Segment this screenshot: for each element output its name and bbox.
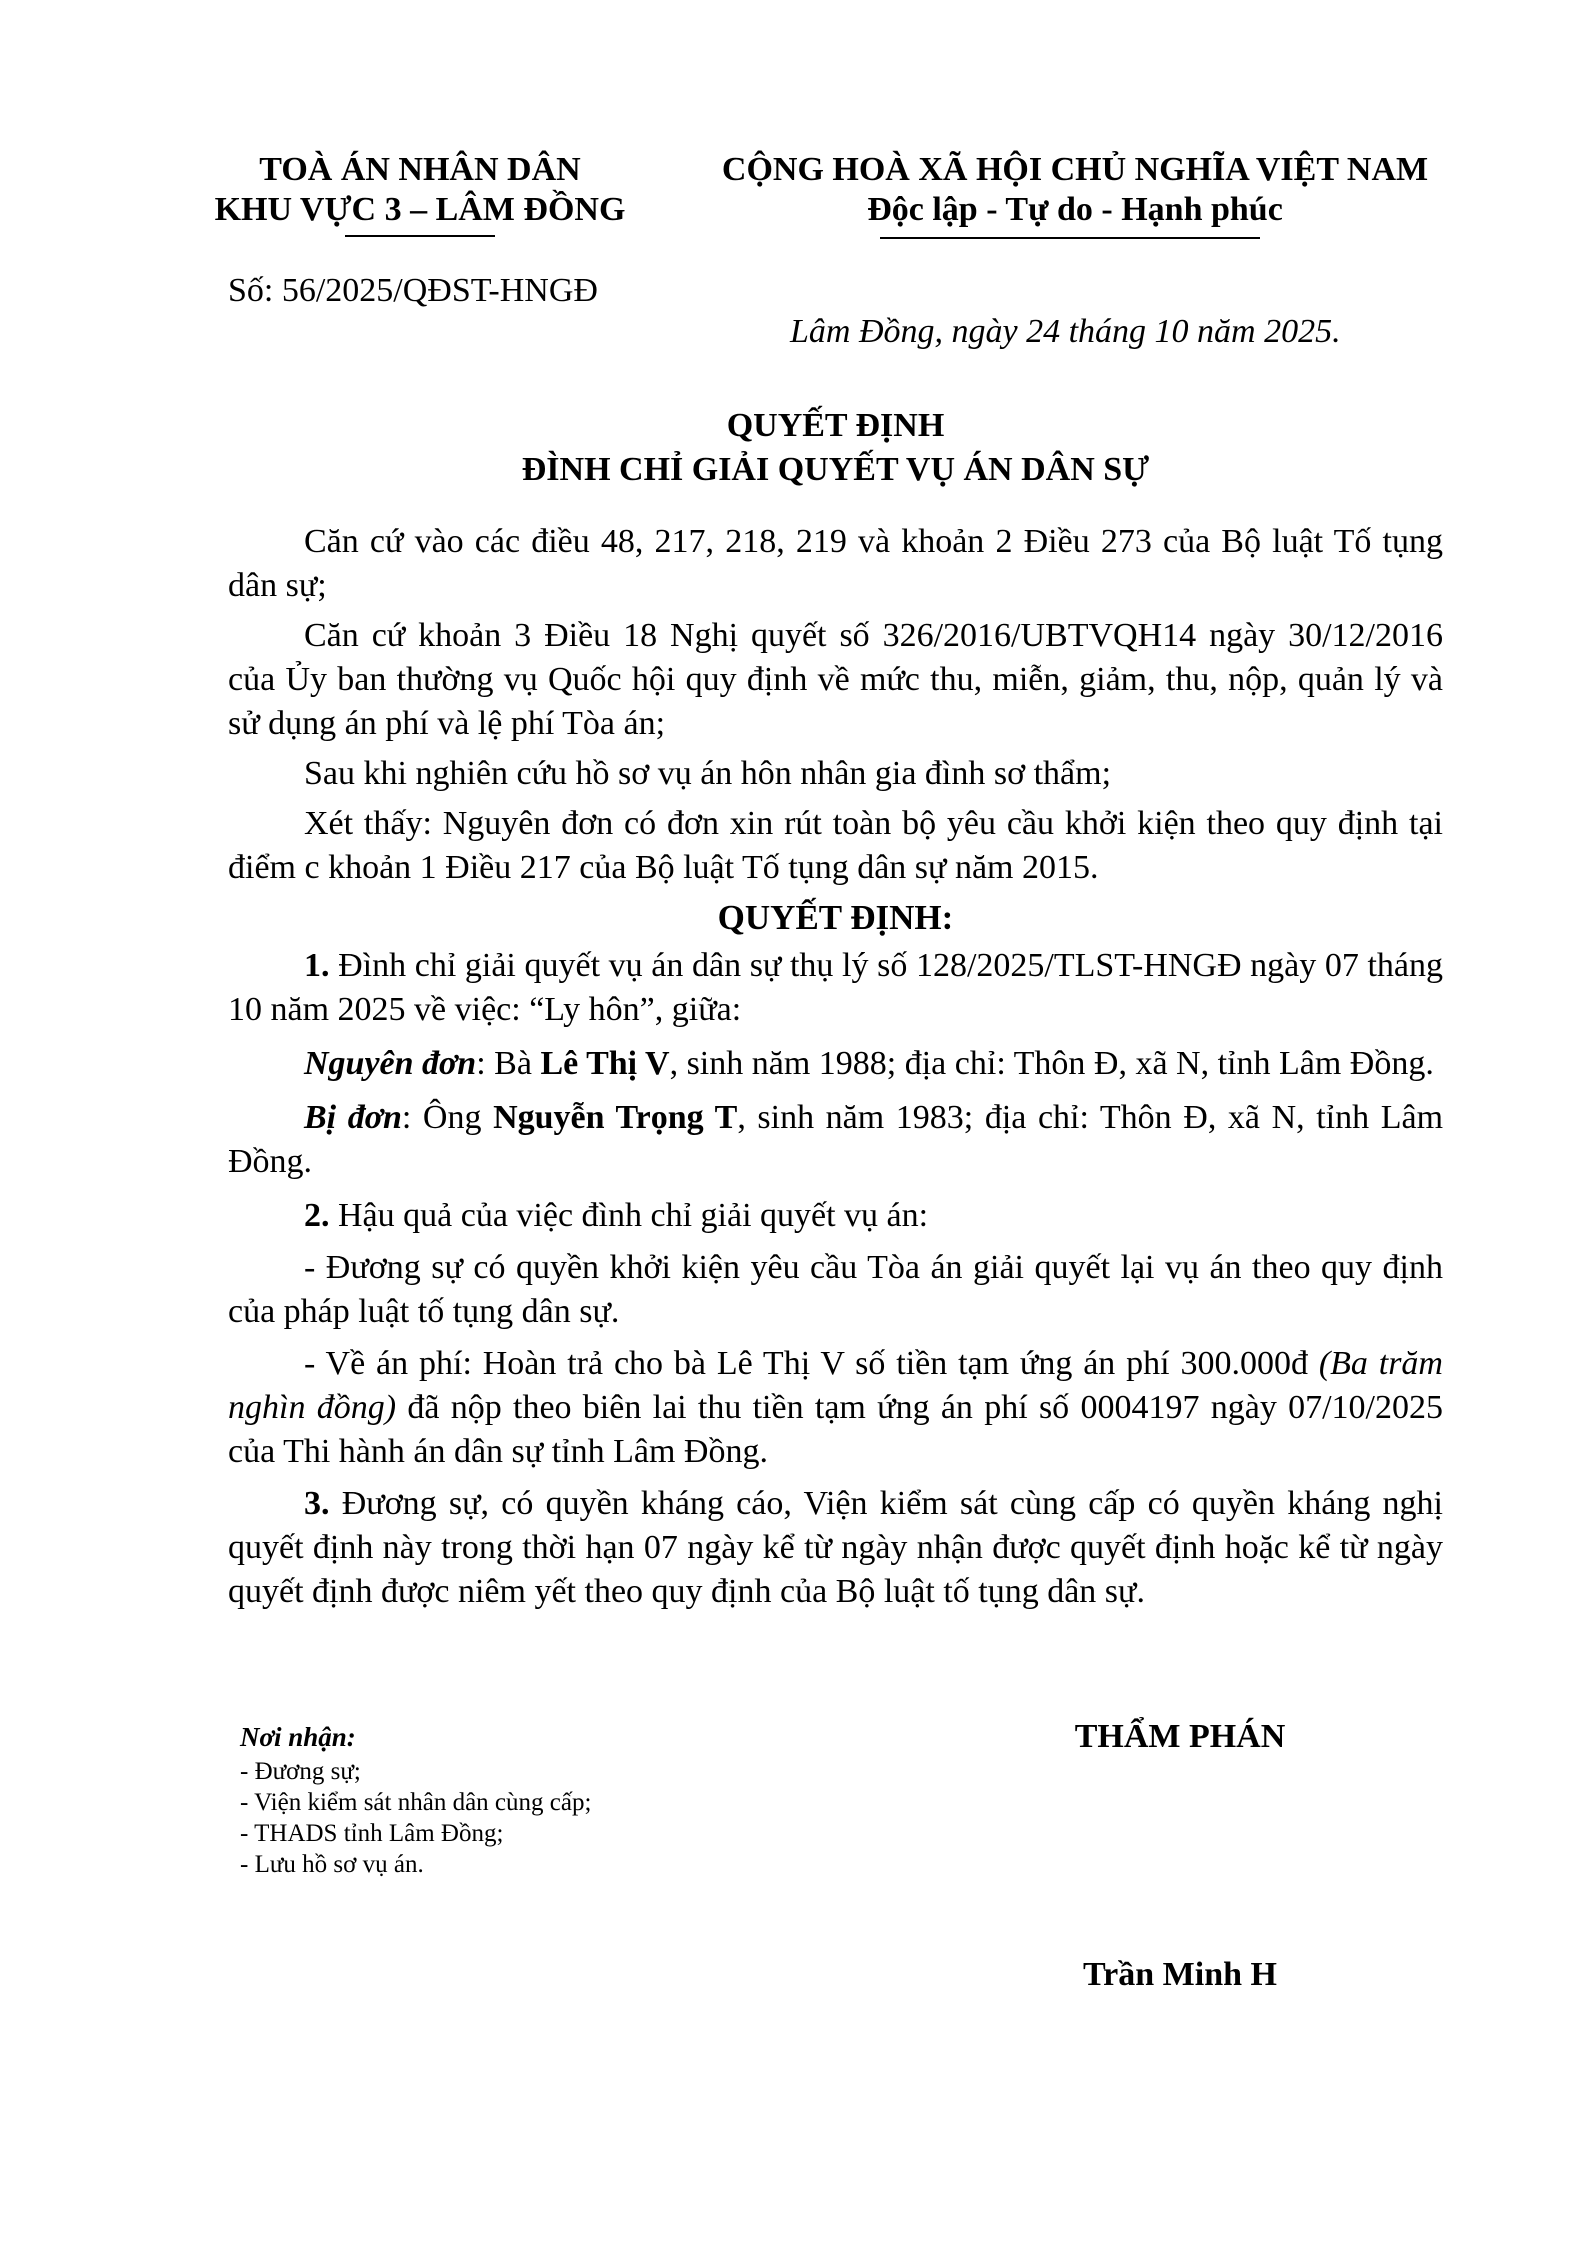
nation-name: CỘNG HOÀ XÃ HỘI CHỦ NGHĨA VIỆT NAM bbox=[721, 151, 1429, 188]
court-name-line1: TOÀ ÁN NHÂN DÂN bbox=[259, 151, 581, 188]
item-number: 2. bbox=[304, 1197, 330, 1234]
document-title: QUYẾT ĐỊNH bbox=[726, 407, 945, 444]
defendant-details: , sinh năm 1983; địa chỉ: Thôn Đ, xã N, tỉnh Lâm Đồng. bbox=[228, 1099, 1444, 1180]
item-text: Hậu quả của việc đình chỉ giải quyết vụ án: bbox=[329, 1197, 929, 1234]
document-number: Số: 56/2025/QĐST-HNGĐ bbox=[228, 272, 598, 309]
preamble-paragraph: Căn cứ vào các điều 48, 217, 218, 219 và khoản 2 Điều 273 của Bộ luật Tố tụng dân sự; bbox=[228, 523, 1443, 604]
recipients-block bbox=[240, 1720, 591, 1880]
signer-title: THẨM PHÁN bbox=[1074, 1718, 1286, 1755]
fee-receipt-text: đã nộp theo biên lai thu tiền tạm ứng án phí số 0004197 ngày 07/10/2025 của Thi hành án dân sự tỉnh Lâm Đồng. bbox=[228, 1389, 1443, 1470]
preamble-paragraph: Căn cứ khoản 3 Điều 18 Nghị quyết số 326/2016/UBTVQH14 ngày 30/12/2016 của Ủy ban thường vụ Quốc hội quy định về mức thu, miễn, giảm, thu, nộp, quản lý và sử dụng án phí và lệ phí Tòa án; bbox=[228, 617, 1443, 742]
court-underline bbox=[345, 235, 495, 237]
consequence-rights: - Đương sự có quyền khởi kiện yêu cầu Tòa án giải quyết lại vụ án theo quy định của pháp luật tố tụng dân sự. bbox=[228, 1249, 1443, 1330]
plaintiff-label: Nguyên đơn bbox=[304, 1045, 477, 1082]
document-subtitle: ĐÌNH CHỈ GIẢI QUYẾT VỤ ÁN DÂN SỰ bbox=[521, 451, 1150, 488]
plaintiff-text: : Bà bbox=[476, 1045, 541, 1082]
fee-text: - Về án phí: Hoàn trả cho bà Lê Thị V số tiền tạm ứng án phí 300.000đ bbox=[304, 1345, 1319, 1382]
nation-motto: Độc lập - Tự do - Hạnh phúc bbox=[867, 191, 1283, 228]
plaintiff-paragraph bbox=[228, 1042, 1443, 1086]
decision-item-1 bbox=[228, 944, 1443, 1032]
place-date: Lâm Đồng, ngày 24 tháng 10 năm 2025. bbox=[790, 313, 1341, 350]
recipient-item: - Đương sự; bbox=[240, 1758, 361, 1785]
item-text: Đương sự, có quyền kháng cáo, Viện kiểm sát cùng cấp có quyền kháng nghị quyết định này trong thời hạn 07 ngày kể từ ngày nhận được quyết định hoặc kể từ ngày quyết định được niêm yết theo quy định của Bộ luật tố tụng dân sự. bbox=[228, 1485, 1443, 1610]
preamble-paragraph: Sau khi nghiên cứu hồ sơ vụ án hôn nhân gia đình sơ thẩm; bbox=[304, 755, 1112, 792]
recipient-item: - THADS tỉnh Lâm Đồng; bbox=[240, 1820, 504, 1847]
court-name-line2: KHU VỰC 3 – LÂM ĐỒNG bbox=[214, 191, 626, 228]
defendant-label: Bị đơn bbox=[304, 1099, 402, 1136]
decision-item-2 bbox=[228, 1194, 1443, 1238]
plaintiff-details: , sinh năm 1988; địa chỉ: Thôn Đ, xã N, tỉnh Lâm Đồng. bbox=[669, 1045, 1434, 1082]
defendant-paragraph bbox=[228, 1096, 1443, 1184]
recipient-item: - Viện kiểm sát nhân dân cùng cấp; bbox=[240, 1789, 592, 1816]
consequence-fee bbox=[228, 1342, 1443, 1474]
item-number: 1. bbox=[304, 947, 330, 984]
recipient-item: - Lưu hồ sơ vụ án. bbox=[240, 1851, 424, 1878]
recipients-title: Nơi nhận: bbox=[240, 1722, 356, 1752]
decision-item-3 bbox=[228, 1482, 1443, 1614]
motto-underline bbox=[880, 237, 1260, 239]
defendant-text: : Ông bbox=[401, 1099, 494, 1136]
plaintiff-name: Lê Thị V bbox=[540, 1045, 670, 1082]
item-text: Đình chỉ giải quyết vụ án dân sự thụ lý số 128/2025/TLST-HNGĐ ngày 07 tháng 10 năm 2025 về việc: “Ly hôn”, giữa: bbox=[228, 947, 1443, 1028]
preamble-paragraph: Xét thấy: Nguyên đơn có đơn xin rút toàn bộ yêu cầu khởi kiện theo quy định tại điểm c khoản 1 Điều 217 của Bộ luật Tố tụng dân sự năm 2015. bbox=[228, 805, 1443, 886]
item-number: 3. bbox=[304, 1485, 330, 1522]
decision-heading: QUYẾT ĐỊNH: bbox=[717, 898, 954, 937]
fee-in-words: (Ba trăm nghìn đồng) bbox=[228, 1345, 1443, 1426]
signer-name: Trần Minh H bbox=[1083, 1956, 1277, 1993]
defendant-name: Nguyễn Trọng T bbox=[493, 1099, 738, 1136]
document-body bbox=[228, 520, 1443, 1614]
